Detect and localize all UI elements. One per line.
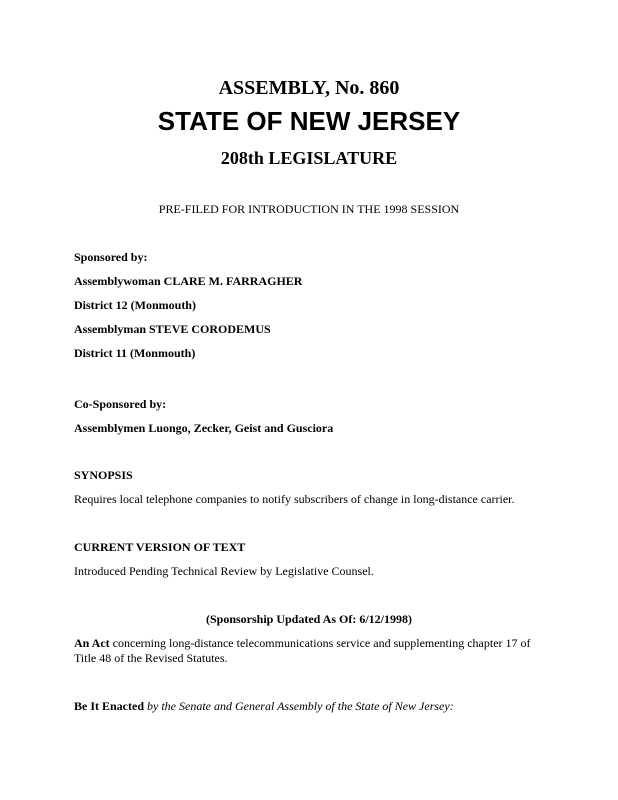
state-title: STATE OF NEW JERSEY <box>157 106 461 136</box>
sponsorship-updated-note: (Sponsorship Updated As Of: 6/12/1998) <box>205 612 413 626</box>
sponsor-district: District 11 (Monmouth) <box>74 346 196 360</box>
enacted-text: by the Senate and General Assembly of the State of New Jersey: <box>144 699 454 713</box>
enacted-lead: Be It Enacted <box>74 699 144 713</box>
current-version-heading: CURRENT VERSION OF TEXT <box>74 540 246 554</box>
sponsor-name: Assemblyman STEVE CORODEMUS <box>74 322 271 336</box>
sponsor-name: Assemblywoman CLARE M. FARRAGHER <box>74 274 303 288</box>
act-lead: An Act <box>74 636 110 650</box>
synopsis-heading: SYNOPSIS <box>74 468 133 482</box>
synopsis-text: Requires local telephone companies to notify subscribers of change in long-distance carrier. <box>74 492 515 506</box>
enacting-clause <box>74 699 454 714</box>
legislature-title: 208th LEGISLATURE <box>220 148 398 168</box>
sponsor-district: District 12 (Monmouth) <box>74 298 196 312</box>
act-text: concerning long-distance telecommunications service and supplementing chapter 17 of <box>109 636 531 650</box>
act-title-line <box>74 636 531 651</box>
current-version-text: Introduced Pending Technical Review by Legislative Counsel. <box>74 564 374 578</box>
act-title-line: Title 48 of the Revised Statutes. <box>74 651 228 665</box>
sponsored-by-label: Sponsored by: <box>74 250 148 264</box>
cosponsor-names: Assemblymen Luongo, Zecker, Geist and Gusciora <box>74 421 334 435</box>
cosponsored-by-label: Co-Sponsored by: <box>74 397 167 411</box>
assembly-number: ASSEMBLY, No. 860 <box>218 77 400 99</box>
prefiled-notice: PRE-FILED FOR INTRODUCTION IN THE 1998 SESSION <box>158 202 460 216</box>
